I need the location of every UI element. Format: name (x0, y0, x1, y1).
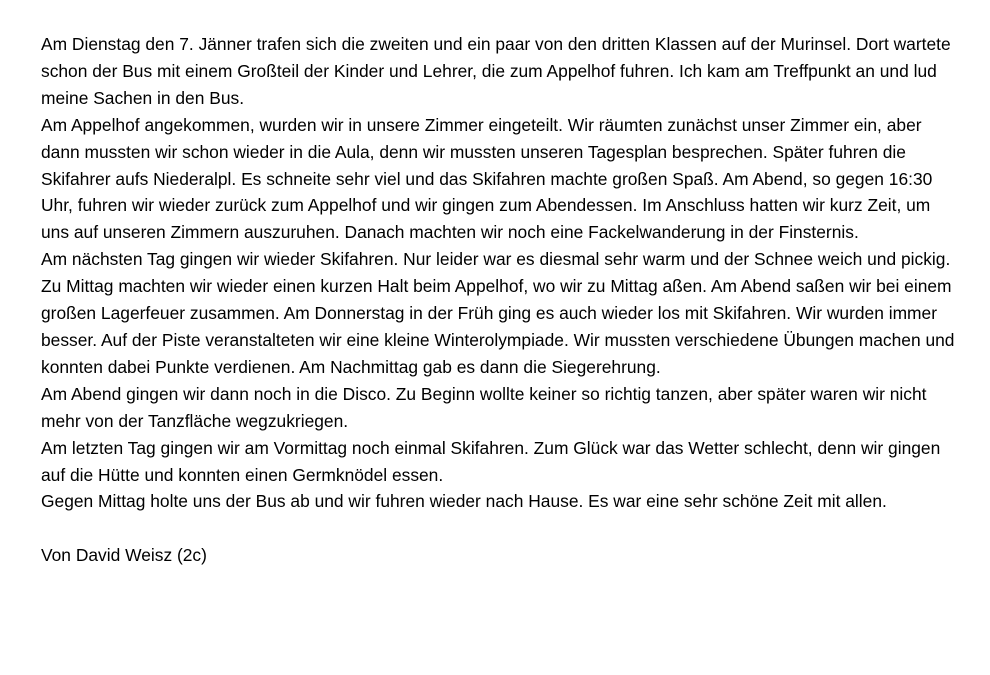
paragraph-arrival: Am Dienstag den 7. Jänner trafen sich die zweiten und ein paar von den dritten Klassen auf der Murinsel. Dort wartete schon der Bus mit einem Großteil der Kinder und Lehrer, die zum Appelhof fuhren. Ich kam am Treffpunkt an und lud meine Sachen in den Bus. (41, 34, 951, 108)
paragraph-second-third-day: Am nächsten Tag gingen wir wieder Skifahren. Nur leider war es diesmal sehr warm und der Schnee weich und pickig. Zu Mittag machten wir wieder einen kurzen Halt beim Appelhof, wo wir zu Mittag aßen. Am Abend saßen wir bei einem großen Lagerfeuer zusammen. Am Donnerstag in der Früh ging es auch wieder los mit Skifahren. Wir wurden immer besser. Auf der Piste veranstalteten wir eine kleine Winterolympiade. Wir mussten verschiedene Übungen machen und konnten dabei Punkte verdienen. Am Nachmittag gab es dann die Siegerehrung. (41, 249, 955, 377)
paragraph-last-day: Am letzten Tag gingen wir am Vormittag noch einmal Skifahren. Zum Glück war das Wetter schlecht, denn wir gingen auf die Hütte und konnten einen Germknödel essen. (41, 437, 941, 485)
paragraph-first-day: Am Appelhof angekommen, wurden wir in unsere Zimmer eingeteilt. Wir räumten zunächst unser Zimmer ein, aber dann mussten wir schon wieder in die Aula, denn wir mussten unseren Tagesplan besprechen. Später fuhren die Skifahrer aufs Niederalpl. Es schneite sehr viel und das Skifahren machte großen Spaß. Am Abend, so gegen 16:30 Uhr, fuhren wir wieder zurück zum Appelhof und wir gingen zum Abendessen. Im Anschluss hatten wir kurz Zeit, um uns auf unseren Zimmern auszuruhen. Danach machten wir noch eine Fackelwanderung in der Finsternis. (41, 114, 933, 243)
paragraph-return: Gegen Mittag holte uns der Bus ab und wir fuhren wieder nach Hause. Es war eine sehr schöne Zeit mit allen. (41, 491, 887, 512)
document-page (41, 31, 956, 569)
blank-line (41, 515, 956, 542)
paragraph-disco: Am Abend gingen wir dann noch in die Disco. Zu Beginn wollte keiner so richtig tanzen, aber später waren wir nicht mehr von der Tanzfläche wegzukriegen. (41, 383, 927, 431)
author-signature: Von David Weisz (2c) (41, 545, 207, 566)
